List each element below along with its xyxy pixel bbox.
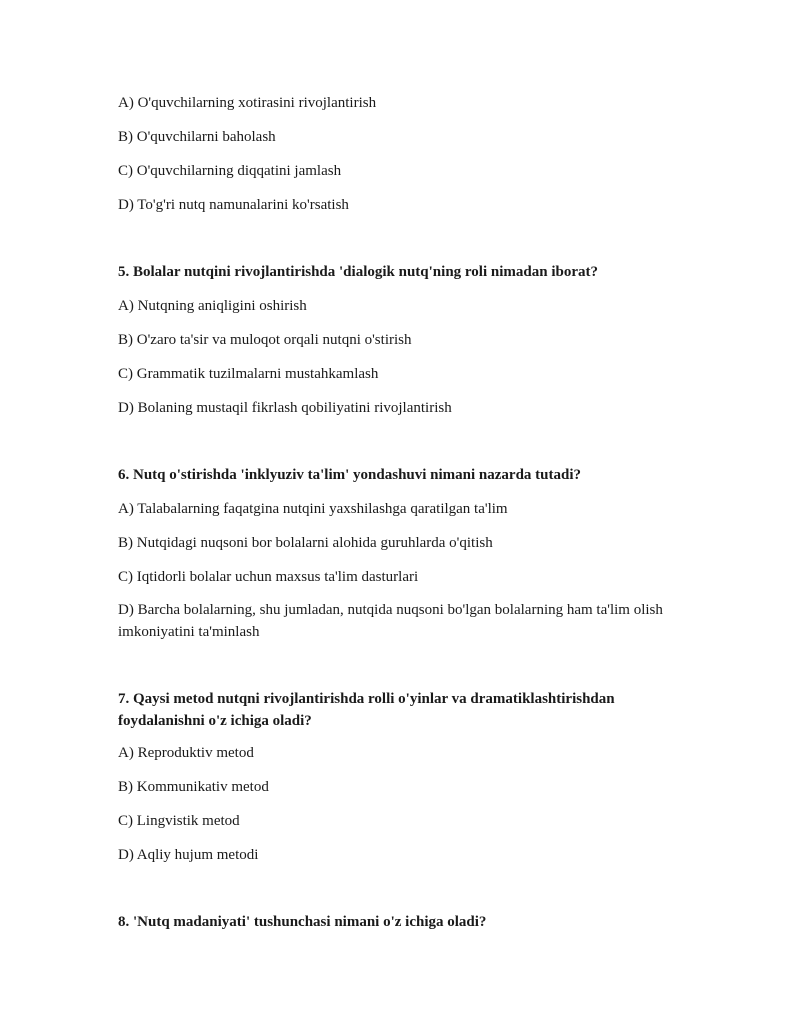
- q7-option-c: C) Lingvistik metod: [118, 813, 240, 829]
- q6-option-c: C) Iqtidorli bolalar uchun maxsus ta'lim dasturlari: [118, 569, 419, 585]
- q5-option-c: C) Grammatik tuzilmalarni mustahkamlash: [118, 366, 379, 382]
- q5-option-a: A) Nutqning aniqligini oshirish: [118, 298, 307, 314]
- q5-option-b: B) O'zaro ta'sir va muloqot orqali nutqni o'stirish: [118, 332, 412, 348]
- question-5: 5. Bolalar nutqini rivojlantirishda 'dialogik nutq'ning roli nimadan iborat?: [118, 264, 598, 280]
- q6-option-b: B) Nutqidagi nuqsoni bor bolalarni alohida guruhlarda o'qitish: [118, 535, 493, 551]
- q7-option-d: D) Aqliy hujum metodi: [118, 847, 259, 863]
- q6-option-a: A) Talabalarning faqatgina nutqini yaxshilashga qaratilgan ta'lim: [118, 501, 508, 517]
- question-8: 8. 'Nutq madaniyati' tushunchasi nimani o'z ichiga oladi?: [118, 914, 487, 930]
- option-b: B) O'quvchilarni baholash: [118, 129, 276, 145]
- q7-option-a: A) Reproduktiv metod: [118, 745, 254, 761]
- q6-option-d: D) Barcha bolalarning, shu jumladan, nutqida nuqsoni bo'lgan bolalarning ham ta'lim olish imkoniyatini ta'minlash: [118, 602, 663, 640]
- option-c: C) O'quvchilarning diqqatini jamlash: [118, 163, 342, 179]
- q7-option-b: B) Kommunikativ metod: [118, 779, 269, 795]
- option-a: A) O'quvchilarning xotirasini rivojlantirish: [118, 95, 377, 111]
- question-7: 7. Qaysi metod nutqni rivojlantirishda rolli o'yinlar va dramatiklashtirishdan foydalanishni o'z ichiga oladi?: [118, 691, 615, 729]
- question-6: 6. Nutq o'stirishda 'inklyuziv ta'lim' yondashuvi nimani nazarda tutadi?: [118, 467, 582, 483]
- option-d: D) To'g'ri nutq namunalarini ko'rsatish: [118, 197, 349, 213]
- q5-option-d: D) Bolaning mustaqil fikrlash qobiliyatini rivojlantirish: [118, 400, 452, 416]
